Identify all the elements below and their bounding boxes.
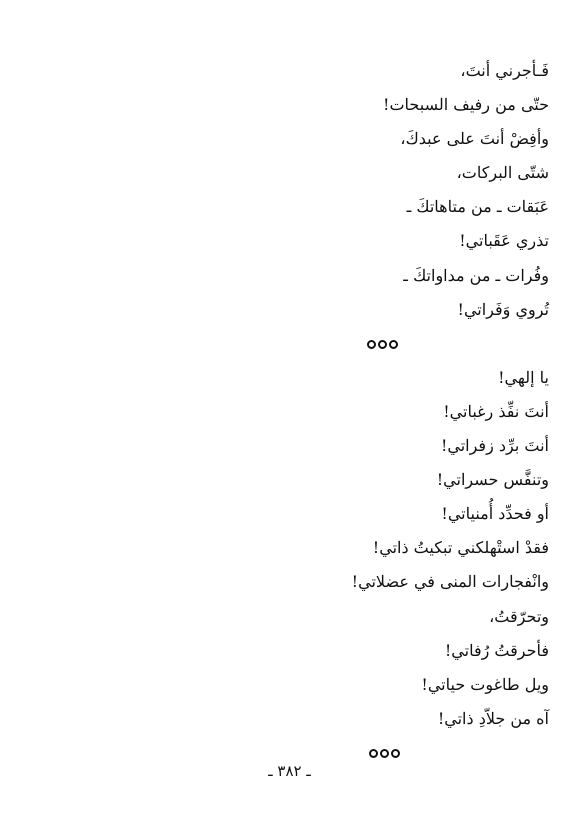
poem-line: وتنفَّس حسراتي!: [436, 470, 549, 490]
poem-line: فقدْ استْهلكني تبكيتُ ذاتي!: [372, 538, 549, 558]
poem-line: أنتَ برِّد زفراتي!: [440, 436, 549, 456]
poem-line: آه من جلاّدِ ذاتي!: [437, 708, 549, 728]
poem-line: حتّى من رفيف السبحات!: [383, 95, 549, 115]
poem-line: عَبَقات ـ من متاهاتكَ ـ: [406, 197, 549, 217]
poem-line: وأفِضْ أنتَ على عبدكَ،: [400, 129, 549, 149]
poem-line: تُروي وَفَراتي!: [457, 299, 549, 319]
poem-line: فأحرقتُ رُفاتي!: [444, 640, 549, 660]
poem-line: تذري عَقَباتي!: [459, 231, 549, 251]
poem-line: وتحرّقتُ،: [489, 606, 549, 626]
poem-line: أنتَ نفِّذ رغباتي!: [443, 401, 549, 421]
stanza-separator-icon: [249, 327, 549, 361]
poem-line: وفُرات ـ من مداواتكَ ـ: [403, 265, 549, 285]
poem-line: ويل طاغوت حياتي!: [421, 674, 549, 694]
poem-line: فَـأجرني أنتَ،: [460, 61, 549, 80]
poem-body: [249, 54, 549, 770]
poem-line: أو فحدِّد أُمنياتي!: [441, 504, 549, 524]
poem-line: شتّى البركات،: [456, 163, 549, 183]
page-number: ـ ٣٨٢ ـ: [268, 762, 311, 780]
poem-line: وانْفجارات المنى في عضلاتي!: [351, 572, 549, 592]
poem-line: يا إلهي!: [498, 367, 549, 387]
